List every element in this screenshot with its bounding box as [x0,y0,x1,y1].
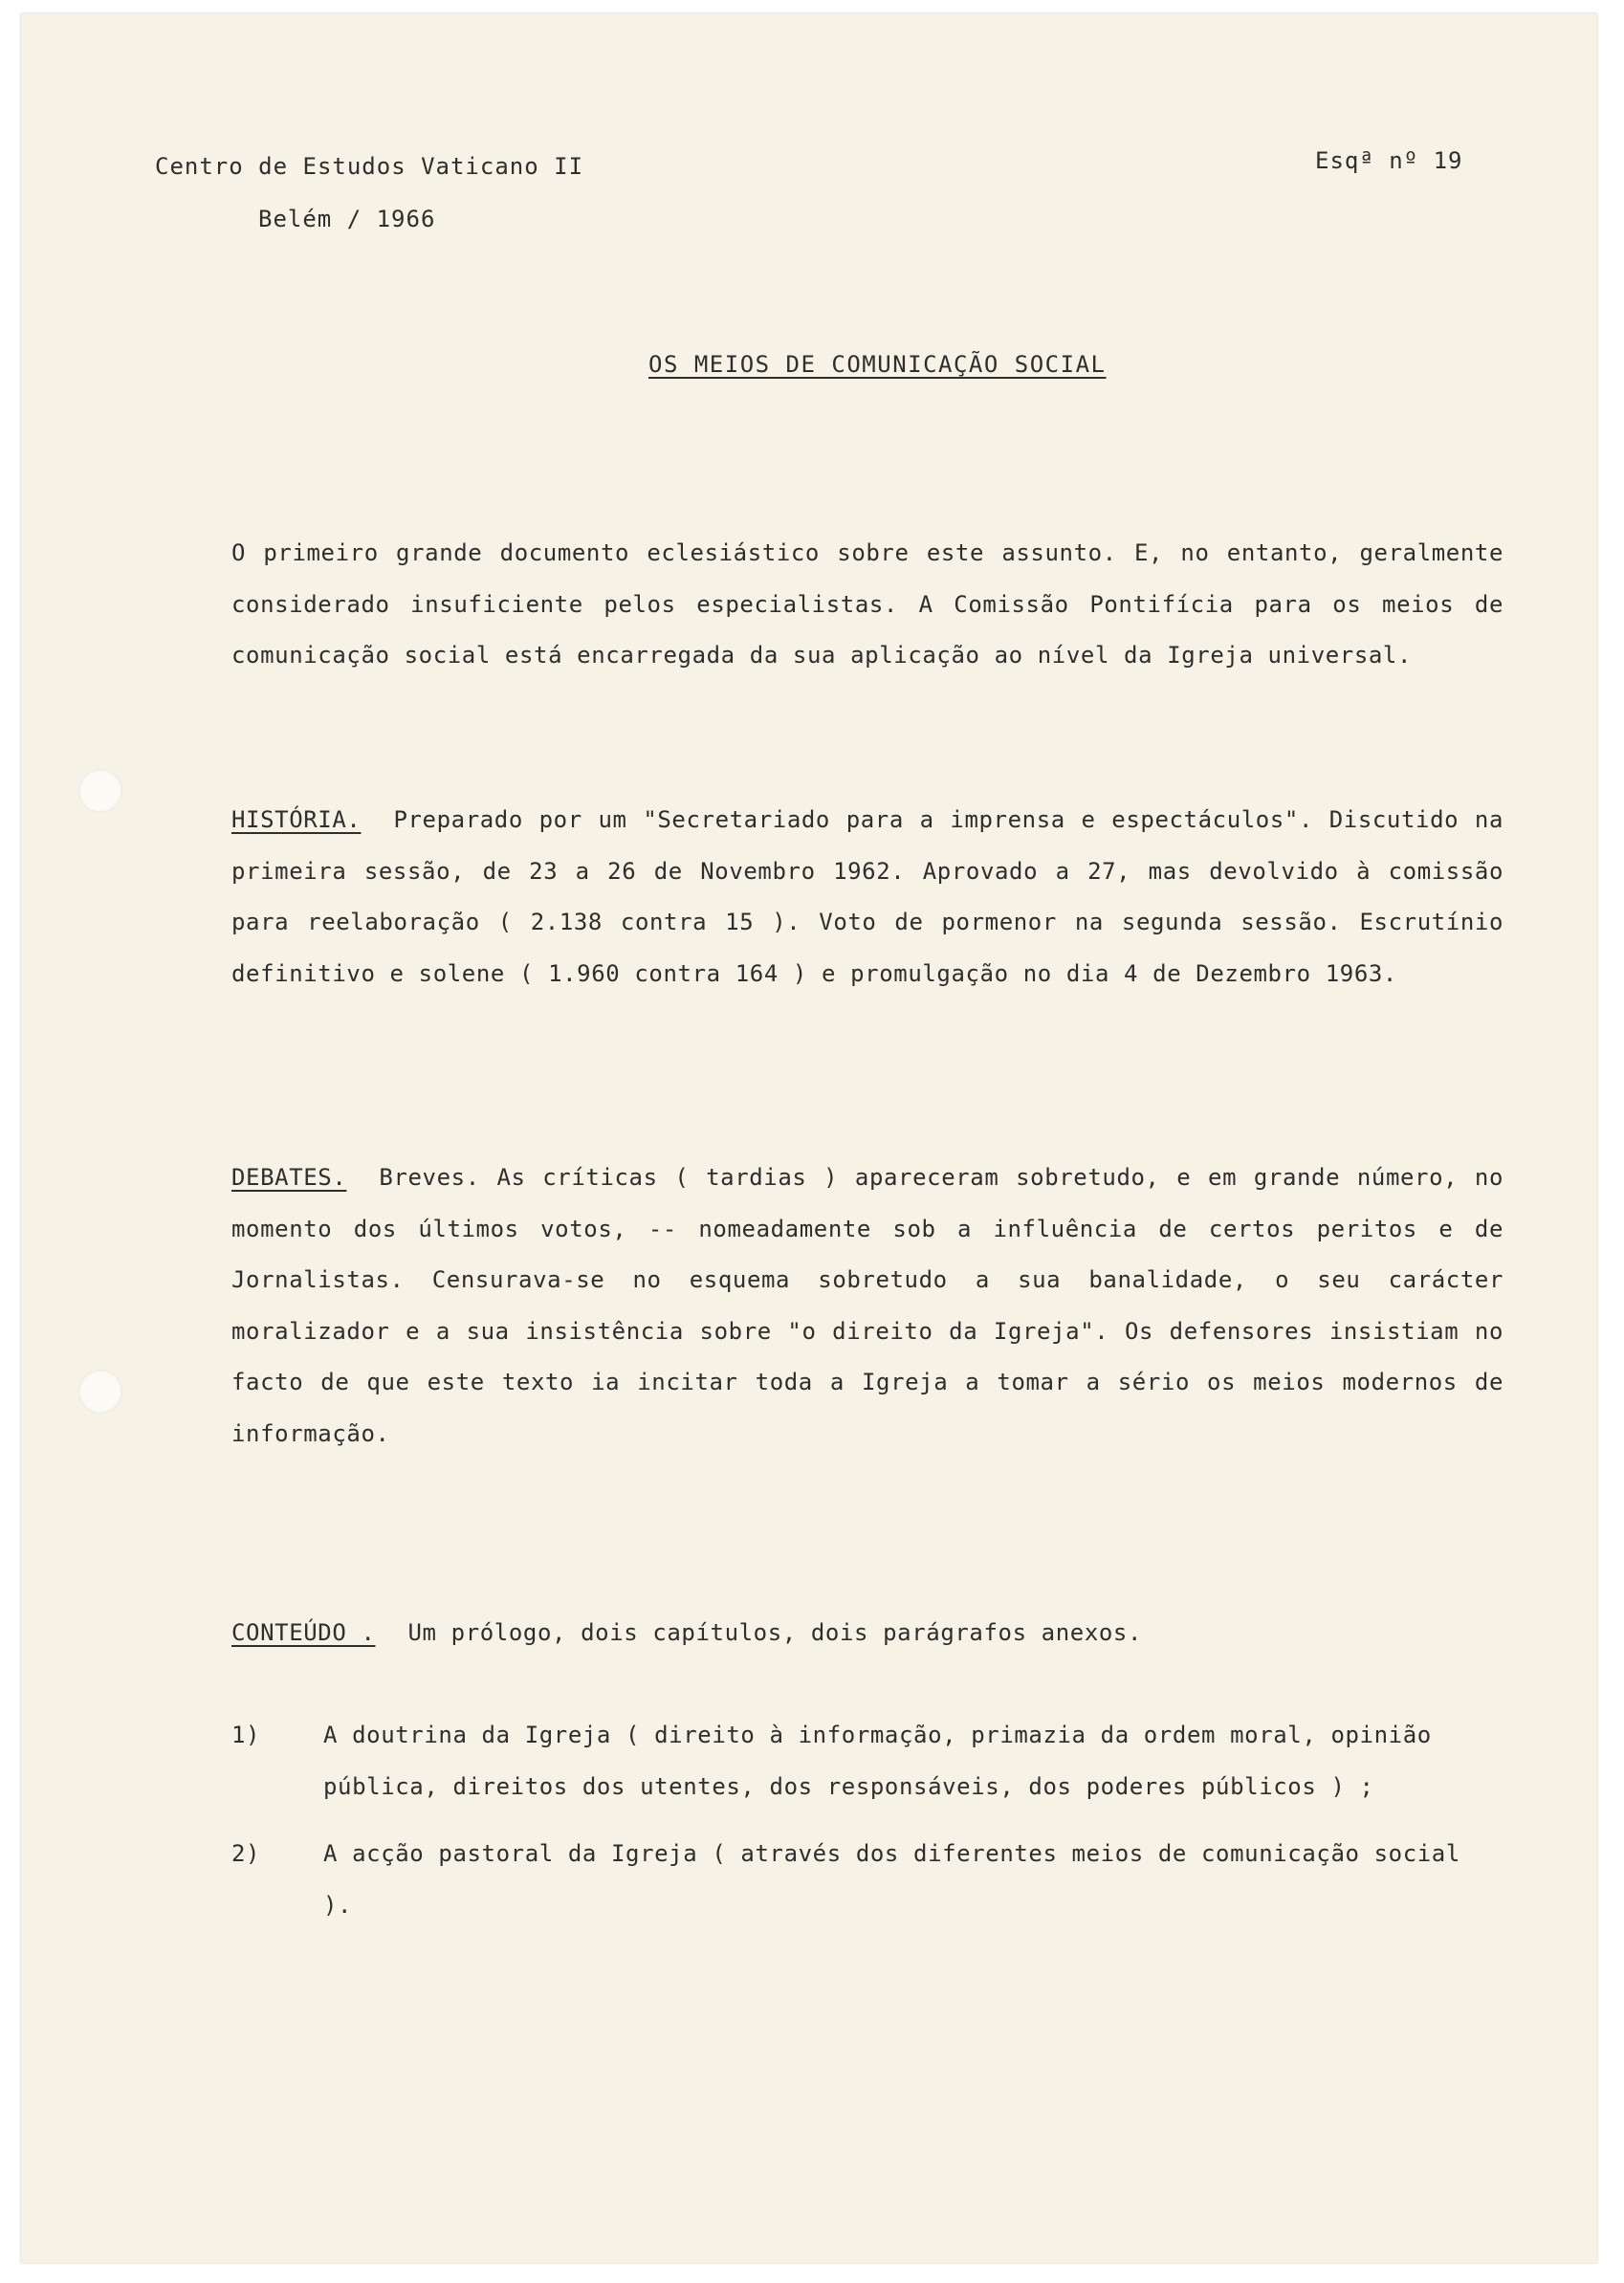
list-item-text: A acção pastoral da Igreja ( através dos diferentes meios de comunicação social ). [323,1840,1460,1919]
list-item-text: A doutrina da Igreja ( direito à informação, primazia da ordem moral, opinião pública, direitos dos utentes, dos responsáveis, dos poderes públicos ) ; [323,1722,1432,1800]
intro-paragraph: O primeiro grande documento eclesiástico sobre este assunto. E, no entanto, geralmente considerado insuficiente pelos especialistas. A Comissão Pontifícia para os meios de comunicação social está encarregada da sua aplicação ao nível da Igreja universal. [231,539,1503,669]
content-heading: CONTEÚDO . [231,1619,376,1646]
content-section [231,1608,1503,1659]
punch-hole [78,769,122,813]
list-item [231,1710,1503,1812]
paper-sheet [21,13,1597,2263]
organization-name: Centro de Estudos Vaticano II [155,153,584,180]
place-and-year: Belém / 1966 [258,206,436,232]
list-item [231,1829,1503,1931]
debates-heading: DEBATES. [231,1164,347,1191]
debates-text: Breves. As críticas ( tardias ) apareceram sobretudo, e em grande número, no momento dos últimos votos, -- nomeadamente sob a influência de certos peritos e de Jornalistas. Censurava-se no esquema sobretudo a sua banalidade, o seu carácter moralizador e a sua insistência sobre "o direito da Igreja". Os defensores insistiam no facto de que este texto ia incitar toda a Igreja a tomar a sério os meios modernos de informação. [231,1164,1503,1447]
history-heading: HISTÓRIA. [231,806,362,833]
history-section [231,795,1503,999]
punch-hole [78,1370,122,1414]
document-title: OS MEIOS DE COMUNICAÇÃO SOCIAL [648,351,1107,378]
debates-section [231,1152,1503,1460]
history-text: Preparado por um "Secretariado para a imprensa e espectáculos". Discutido na primeira sessão, de 23 a 26 de Novembro 1962. Aprovado a 27, mas devolvido à comissão para reelaboração ( 2.138 contra 15 ). Voto de pormenor na segunda sessão. Escrutínio definitivo e solene ( 1.960 contra 164 ) e promulgação no dia 4 de Dezembro 1963. [231,806,1503,987]
list-item-number: 1) [231,1722,261,1748]
content-text: Um prólogo, dois capítulos, dois parágrafos anexos. [407,1619,1143,1646]
document-reference: Esqª nº 19 [1315,147,1463,174]
list-item-number: 2) [231,1840,261,1867]
